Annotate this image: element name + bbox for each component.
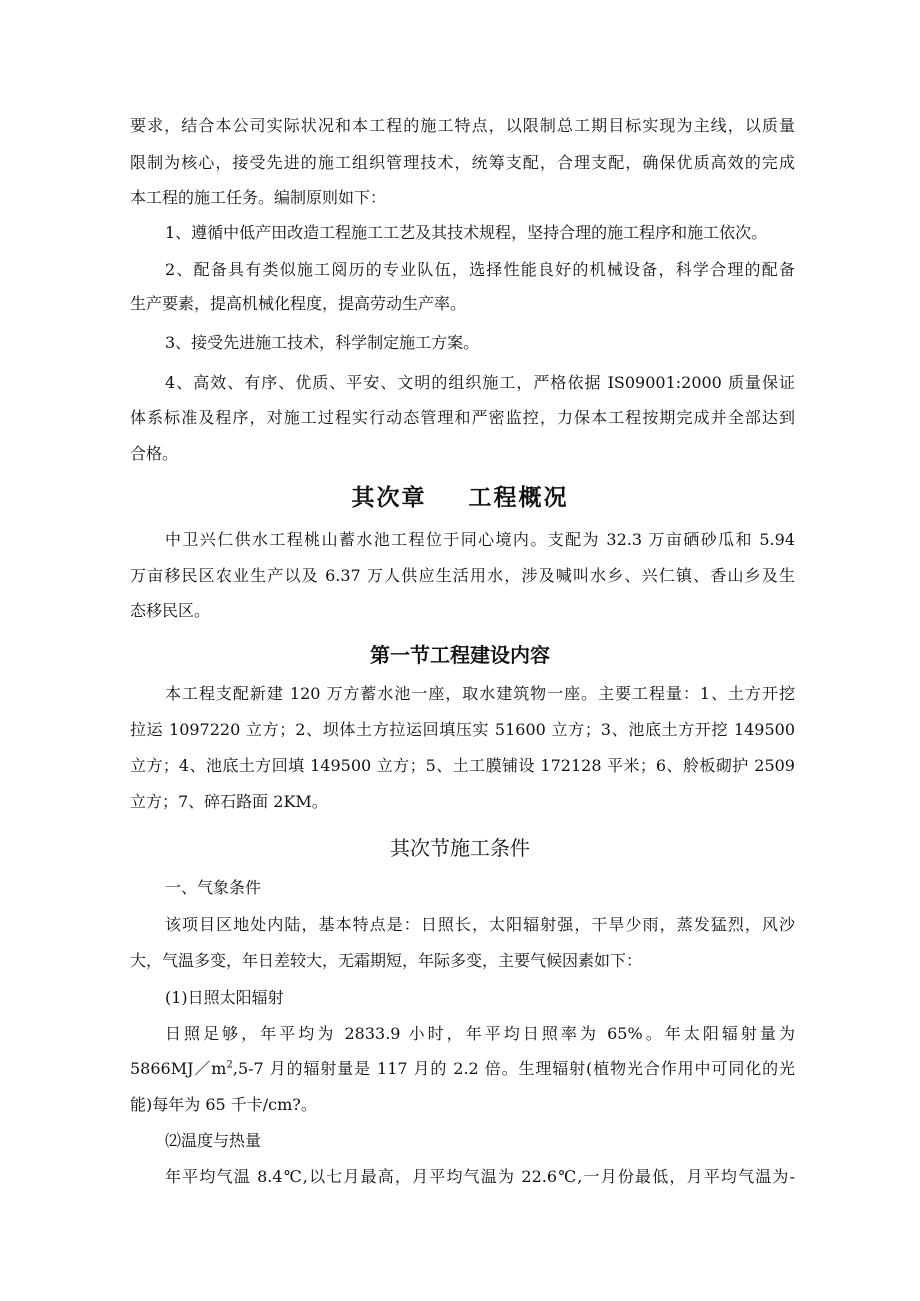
sunshine-line-2-b: ,5-7 月的辐射量是 117 月的 2.2 倍。生理辐射(植物光合作用中可同化的光 <box>232 1059 795 1078</box>
overview-line-1: 中卫兴仁供水工程桃山蓄水池工程位于同心境内。支配为 32.3 万亩硒砂瓜和 5.94 <box>165 530 795 549</box>
chapter-title: 工程概况 <box>468 485 569 511</box>
overview-line-3: 态移民区。 <box>130 601 211 620</box>
item-sunshine: (1)日照太阳辐射 <box>165 988 284 1007</box>
climate-line-2: 大，气温多变，年日差较大，无霜期短，年际多变，主要气候因素如下： <box>130 951 643 970</box>
sunshine-line-1: 日照足够，年平均为 2833.9 小时，年平均日照率为 65%。年太阳辐射量为 <box>165 1024 795 1043</box>
principle-4-line-2: 体系标准及程序，对施工过程实行动态管理和严密监控，力保本工程按期完成并全部达到 <box>130 408 795 427</box>
overview-line-2: 万亩移民区农业生产以及 6.37 万人供应生活用水，涉及喊叫水乡、兴仁镇、香山乡及生 <box>130 566 795 585</box>
item-temperature: ⑵温度与热量 <box>165 1131 262 1150</box>
section-1-line-4: 立方；7、碎石路面 2KM。 <box>130 792 328 811</box>
climate-line-1: 该项目区地处内陆，基本特点是：日照长，太阳辐射强，干旱少雨，蒸发猛烈，风沙 <box>165 915 795 934</box>
principle-4-line-3: 合格。 <box>130 444 179 463</box>
section-1-line-1: 本工程支配新建 120 万方蓄水池一座，取水建筑物一座。主要工程量：1、土方开挖 <box>165 684 795 703</box>
sunshine-line-3: 能)每年为 65 千卡/cm?。 <box>130 1095 317 1114</box>
section-1-line-2: 拉运 1097220 立方；2、坝体土方拉运回填压实 51600 立方；3、池底土方开挖 149500 <box>130 720 795 739</box>
superscript-2: 2 <box>226 1059 233 1071</box>
sunshine-line-2-a: 5866MJ／m <box>130 1059 227 1078</box>
principle-2-line-1: 2、配备具有类似施工阅历的专业队伍，选择性能良好的机械设备，科学合理的配备 <box>165 260 795 279</box>
principle-3: 3、接受先进施工技术，科学制定施工方案。 <box>165 333 480 352</box>
sunshine-line-2 <box>130 1059 795 1079</box>
principle-2-line-2: 生产要素，提高机械化程度，提高劳动生产率。 <box>130 294 467 313</box>
section-2-title: 其次节施工条件 <box>390 836 530 860</box>
chapter-number: 其次章 <box>351 485 427 511</box>
intro-line-2: 限制为核心，接受先进的施工组织管理技术，统筹支配，合理支配，确保优质高效的完成 <box>130 153 795 172</box>
intro-line-1: 要求，结合本公司实际状况和本工程的施工特点，以限制总工期目标实现为主线，以质量 <box>130 116 795 135</box>
temperature-line-1: 年平均气温 8.4℃,以七月最高，月平均气温为 22.6℃,一月份最低，月平均气温为- <box>165 1167 795 1186</box>
section-1-line-3: 立方；4、池底土方回填 149500 立方；5、土工膜铺设 172128 平米；6、舲板砌护 2509 <box>130 756 795 775</box>
principle-1: 1、遵循中低产田改造工程施工工艺及其技术规程，坚持合理的施工程序和施工依次。 <box>165 223 768 242</box>
intro-line-3: 本工程的施工任务。编制原则如下： <box>130 188 387 207</box>
chapter-heading <box>0 484 920 512</box>
principle-4-line-1: 4、高效、有序、优质、平安、文明的组织施工，严格依据 IS09001:2000 质量保证 <box>165 373 795 392</box>
subsection-climate: 一、气象条件 <box>165 878 262 897</box>
section-1-title: 第一节工程建设内容 <box>370 643 550 667</box>
